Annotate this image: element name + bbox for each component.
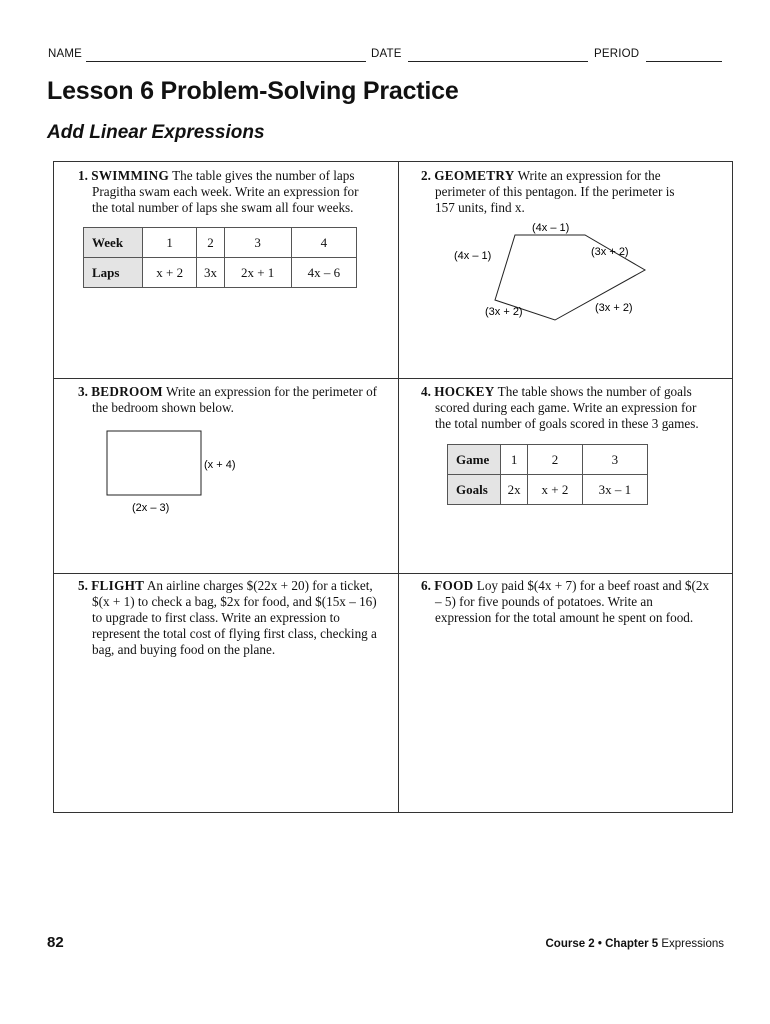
problem-keyword: FOOD [434, 578, 474, 593]
problem-text-line: – 5) for five pounds of potatoes. Write an [435, 594, 653, 609]
side-label-height: (x + 4) [204, 459, 236, 471]
problem-text-line: the bedroom shown below. [92, 400, 234, 415]
chapter-topic: Expressions [661, 938, 724, 950]
table-cell: 2x [501, 475, 528, 505]
problem-text-line: $(x + 1) to check a bag, $2x for food, and $(15x – 16) [92, 594, 377, 609]
table-row [448, 445, 648, 475]
problem-text-line: 157 units, find x. [435, 200, 525, 215]
page-title: Lesson 6 Problem-Solving Practice [47, 77, 459, 105]
side-label-top: (4x – 1) [532, 222, 570, 234]
table-header-cell: Laps [84, 258, 143, 288]
course-footer [545, 938, 724, 950]
table-cell: 4 [291, 228, 356, 258]
problem-text-line: Pragitha swam each week. Write an expression for [92, 184, 359, 199]
bedroom-figure [100, 425, 260, 520]
problem-2 [421, 168, 726, 216]
table-cell: x + 2 [528, 475, 582, 505]
problem-keyword: GEOMETRY [434, 168, 515, 183]
problem-text-line: the total number of goals scored in these 3 games. [435, 416, 699, 431]
grid-divider-row-2 [53, 573, 733, 574]
name-blank [86, 61, 366, 62]
side-label-bottom-left: (3x + 2) [485, 306, 523, 318]
problem-number: 3. [78, 384, 88, 399]
problem-number: 2. [421, 168, 431, 183]
table-cell: 2 [528, 445, 582, 475]
problem-text-line: expression for the total amount he spent on food. [435, 610, 694, 625]
table-cell: 3x – 1 [582, 475, 647, 505]
table-cell: 2x + 1 [224, 258, 291, 288]
table-cell: 1 [501, 445, 528, 475]
table-row [448, 475, 648, 505]
table-cell: 4x – 6 [291, 258, 356, 288]
problem-3 [78, 384, 396, 416]
problem-text-line: Write an expression for the perimeter of [165, 384, 378, 399]
table-cell: 2 [197, 228, 224, 258]
problem-keyword: FLIGHT [91, 578, 145, 593]
table-header-cell: Game [448, 445, 501, 475]
table-row [84, 228, 357, 258]
side-label-upper-left: (4x – 1) [454, 250, 492, 262]
problem-text-line: An airline charges $(22x + 20) for a ticket, [146, 578, 373, 593]
course-chapter: Course 2 • Chapter 5 [545, 938, 659, 950]
problem-text-line: the total number of laps she swam all four weeks. [92, 200, 354, 215]
table-cell: 3 [582, 445, 647, 475]
bedroom-rectangle [107, 431, 201, 495]
swimming-table [83, 227, 357, 288]
problem-1 [78, 168, 396, 216]
problem-keyword: SWIMMING [91, 168, 170, 183]
problem-text-line: The table gives the number of laps [172, 168, 355, 183]
problem-text-line: perimeter of this pentagon. If the perimeter is [435, 184, 675, 199]
table-cell: x + 2 [143, 258, 197, 288]
problem-keyword: BEDROOM [91, 384, 163, 399]
page-subtitle: Add Linear Expressions [47, 122, 265, 143]
hockey-table [447, 444, 648, 505]
name-label: NAME [48, 48, 83, 60]
problem-number: 4. [421, 384, 431, 399]
problem-keyword: HOCKEY [434, 384, 495, 399]
table-header-cell: Week [84, 228, 143, 258]
problem-text-line: scored during each game. Write an expression for [435, 400, 697, 415]
problem-text-line: represent the total cost of flying first class, checking a [92, 626, 377, 641]
side-label-upper-right: (3x + 2) [591, 246, 629, 258]
date-blank [408, 61, 588, 62]
period-blank [646, 61, 722, 62]
problem-text-line: bag, and buying food on the plane. [92, 642, 276, 657]
problem-number: 6. [421, 578, 431, 593]
table-cell: 3x [197, 258, 224, 288]
problem-number: 1. [78, 168, 88, 183]
table-cell: 3 [224, 228, 291, 258]
date-label: DATE [371, 48, 402, 60]
problem-4 [421, 384, 726, 432]
problem-text-line: Write an expression for the [517, 168, 661, 183]
table-header-cell: Goals [448, 475, 501, 505]
grid-divider-row-1 [53, 378, 733, 379]
table-row [84, 258, 357, 288]
problem-6 [421, 578, 731, 626]
period-label: PERIOD [594, 48, 640, 60]
grid-divider-vertical [398, 161, 399, 813]
side-label-width: (2x – 3) [132, 502, 170, 514]
pentagon-figure [420, 215, 720, 325]
problem-text-line: Loy paid $(4x + 7) for a beef roast and $(2x [476, 578, 710, 593]
problem-text-line: to upgrade to first class. Write an expression to [92, 610, 340, 625]
side-label-bottom-right: (3x + 2) [595, 302, 633, 314]
table-cell: 1 [143, 228, 197, 258]
problem-text-line: The table shows the number of goals [497, 384, 692, 399]
page-number: 82 [47, 934, 64, 951]
problem-number: 5. [78, 578, 88, 593]
problem-5 [78, 578, 396, 658]
